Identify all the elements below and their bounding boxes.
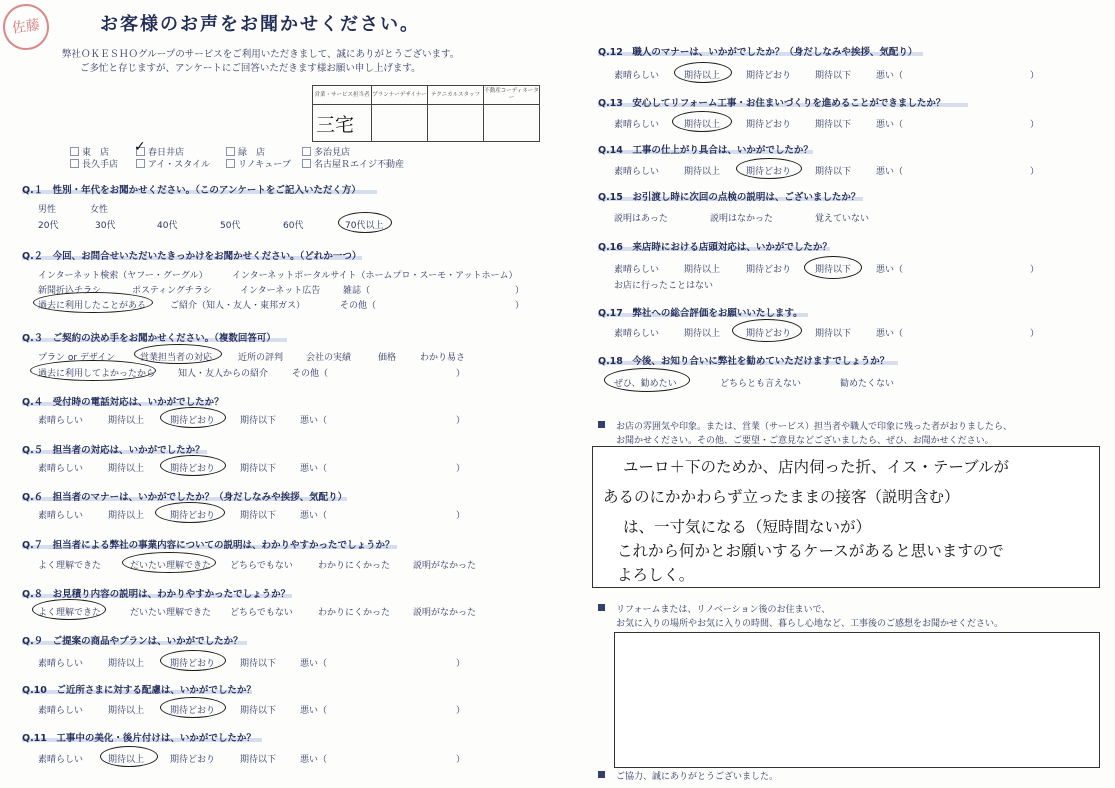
thank-you-footer: ご協力、誠にありがとうございました。	[616, 772, 779, 782]
q5-title: Q.５ 担当者の対応は、いかがでしたか？	[22, 445, 205, 456]
q17-option[interactable]: 期待どおり	[746, 329, 792, 339]
q11-option[interactable]: 素晴らしい	[38, 755, 84, 765]
q8-option[interactable]: だいたい理解できた	[130, 608, 212, 618]
q13-option[interactable]: 期待以上	[684, 120, 721, 130]
q11-paren-close: ）	[456, 755, 466, 765]
answer-circle	[160, 650, 226, 671]
answer-circle	[160, 697, 226, 718]
q3-option[interactable]: 会社の実績	[306, 353, 352, 363]
q16-paren-close: ）	[1030, 265, 1040, 275]
answer-circle	[100, 746, 158, 767]
q2-option[interactable]: 新聞折込チラシ	[38, 286, 102, 296]
q15-option[interactable]: 説明はあった	[614, 214, 668, 224]
q9-option[interactable]: 素晴らしい	[38, 659, 84, 669]
q4-option[interactable]: 期待以上	[108, 416, 145, 426]
intro-line-1: 弊社ＯＫＥＳＨＯグループのサービスをご利用いただきまして、誠にありがとうございます。	[62, 49, 460, 60]
q2-option[interactable]: ポスティングチラシ	[132, 286, 212, 296]
q12-option[interactable]: 素晴らしい	[614, 71, 660, 81]
q2-option[interactable]: インターネット検索（ヤフー・グーグル）	[38, 271, 208, 281]
q8-option[interactable]: わかりにくかった	[318, 608, 391, 618]
q18-option[interactable]: ぜひ、勧めたい	[614, 379, 677, 389]
q11-option[interactable]: 期待以下	[240, 755, 277, 765]
checkbox-icon	[226, 159, 235, 168]
q6-option[interactable]: 素晴らしい	[38, 511, 84, 521]
q12-option[interactable]: 期待どおり	[746, 71, 792, 81]
q10-option[interactable]: 悪い（	[300, 706, 328, 716]
q1-title: Q.１ 性別・年代をお聞かせください。（このアンケートをご記入いただく方）	[22, 185, 361, 196]
q12-paren-close: ）	[1030, 71, 1040, 81]
q6-option[interactable]: 期待以上	[108, 511, 145, 521]
answer-circle	[604, 368, 690, 392]
q7-option[interactable]: よく理解できた	[38, 561, 102, 571]
q15-option[interactable]: 説明はなかった	[710, 214, 774, 224]
answer-circle	[732, 319, 802, 342]
q2-option[interactable]: 雑誌（	[343, 286, 371, 296]
q4-option[interactable]: 悪い（	[300, 416, 328, 426]
q3-option[interactable]: 近所の評判	[238, 353, 284, 363]
q10-paren-close: ）	[456, 706, 466, 716]
answer-circle	[32, 599, 106, 620]
q9-title: Q.９ ご提案の商品やプランは、いかがでしたか？	[22, 636, 243, 647]
q16-title: Q.16 来店時における店頭対応は、いかがでしたか？	[598, 242, 832, 253]
q3-title: Q.３ ご契約の決め手をお聞かせください。（複数回答可）	[22, 333, 276, 344]
q3-option[interactable]: 価格	[378, 353, 397, 363]
checkbox-icon	[136, 159, 145, 168]
answer-circle	[736, 158, 802, 179]
q12-option[interactable]: 期待以上	[684, 71, 721, 81]
staff-header-sales: 営業・サービス担当者	[313, 86, 372, 105]
q18-title: Q.18 今後、お知り合いに弊社を勧めていただけますでしょうか？	[598, 356, 890, 367]
q14-option[interactable]: 期待以上	[684, 167, 721, 177]
q2-option[interactable]: その他（	[340, 301, 377, 311]
q5-option[interactable]: 期待以下	[240, 464, 277, 474]
store-option[interactable]: 多治見店	[302, 145, 350, 158]
answer-circle	[33, 292, 153, 313]
q17-title: Q.17 弊社への総合評価をお願いいたします。	[598, 308, 803, 319]
q8-title: Q.８ お見積り内容の説明は、わかりやすかったでしょうか？	[22, 589, 291, 600]
q7-title: Q.７ 担当者による弊社の事業内容についての説明は、わかりやすかったでしょうか？	[22, 540, 395, 551]
page-title: お客様のお声をお聞かせください。	[100, 14, 420, 35]
staff-header-technical: テクニカルスタッフ	[428, 86, 484, 105]
checkbox-icon	[302, 147, 311, 156]
checkbox-icon	[226, 147, 235, 156]
q4-paren-close: ）	[456, 416, 466, 426]
q5-option[interactable]: 素晴らしい	[38, 464, 84, 474]
q13-option[interactable]: 期待以下	[815, 120, 852, 130]
q10-option[interactable]: 期待どおり	[170, 706, 216, 716]
bullet-square-icon	[598, 421, 605, 428]
q12-option[interactable]: 期待以下	[815, 71, 852, 81]
q9-paren-close: ）	[456, 659, 466, 669]
q3-option[interactable]: 過去に利用してよかったから	[38, 369, 156, 379]
check-mark-icon: ✓	[134, 139, 146, 155]
q1-option[interactable]: 20代	[38, 221, 59, 231]
q17-paren-close: ）	[1030, 329, 1040, 339]
bullet-square-icon	[598, 604, 605, 611]
answer-circle	[134, 344, 222, 364]
q8-option[interactable]: 説明がなかった	[413, 608, 477, 618]
staff-technical-name[interactable]	[428, 105, 484, 142]
comment1-line: は、一寸気になる（短時間ないが）	[623, 518, 872, 536]
store-option[interactable]: 東 店	[70, 145, 109, 158]
staff-sales-name[interactable]: 三宅	[313, 105, 372, 142]
answer-circle	[155, 502, 225, 523]
q14-option[interactable]: 悪い（	[876, 167, 904, 177]
answer-circle	[160, 455, 226, 476]
q10-option[interactable]: 期待以下	[240, 706, 277, 716]
q14-title: Q.14 工事の仕上がり具合は、いかがでしたか？	[598, 145, 813, 156]
q10-option[interactable]: 素晴らしい	[38, 706, 84, 716]
q14-option[interactable]: 期待どおり	[746, 167, 792, 177]
comment2-textbox[interactable]	[614, 632, 1100, 768]
checkbox-icon	[70, 159, 79, 168]
store-option[interactable]: アイ・スタイル	[136, 157, 210, 170]
staff-realestate-name[interactable]	[484, 105, 540, 142]
q3-option[interactable]: 知人・友人からの紹介	[178, 369, 269, 379]
seal-stamp	[0, 1, 52, 53]
q14-paren-close: ）	[1030, 167, 1040, 177]
q8-option[interactable]: どちらでもない	[230, 608, 293, 618]
q17-option[interactable]: 素晴らしい	[614, 329, 660, 339]
answer-circle	[804, 256, 862, 279]
q7-option[interactable]: だいたい理解できた	[130, 561, 212, 571]
q15-option[interactable]: 覚えていない	[815, 214, 870, 224]
store-option[interactable]: 名古屋Ｒエイジ不動産	[302, 157, 404, 170]
q2-option[interactable]: ご紹介（知人・友人・東邦ガス）	[170, 301, 306, 311]
q16-option[interactable]: 悪い（	[876, 265, 904, 275]
comment2-prompt-1: リフォームまたは、リノベーション後のお住まいで、	[616, 605, 831, 615]
q5-option[interactable]: 期待どおり	[170, 464, 216, 474]
q14-option[interactable]: 期待以下	[815, 167, 852, 177]
q1-option[interactable]: 男性	[38, 205, 57, 215]
q3-option[interactable]: その他（	[292, 369, 329, 379]
seal-stamp-text: 佐藤	[11, 17, 41, 37]
q11-option[interactable]: 期待どおり	[170, 755, 216, 765]
staff-header-realestate: 不動産コーディネーター	[484, 86, 540, 105]
q16-option[interactable]: 期待以上	[684, 265, 721, 275]
q9-option[interactable]: 期待どおり	[170, 659, 216, 669]
q12-option[interactable]: 悪い（	[876, 71, 904, 81]
q11-title: Q.11 工事中の美化・後片付けは、いかがでしたか？	[22, 733, 256, 744]
q1-option[interactable]: 50代	[220, 221, 241, 231]
q13-option[interactable]: 期待どおり	[746, 120, 792, 130]
q5-option[interactable]: 悪い（	[300, 464, 328, 474]
q6-option[interactable]: 悪い（	[300, 511, 328, 521]
q11-option[interactable]: 悪い（	[300, 755, 328, 765]
q6-option[interactable]: 期待以下	[240, 511, 277, 521]
q18-option[interactable]: どちらとも言えない	[720, 379, 802, 389]
q9-option[interactable]: 期待以上	[108, 659, 145, 669]
q17-option[interactable]: 期待以下	[815, 329, 852, 339]
q3-paren-close: ）	[456, 369, 466, 379]
q7-option[interactable]: わかりにくかった	[318, 561, 391, 571]
q16-option[interactable]: 素晴らしい	[614, 265, 660, 275]
q14-option[interactable]: 素晴らしい	[614, 167, 660, 177]
q9-option[interactable]: 悪い（	[300, 659, 328, 669]
q2-option[interactable]: インターネット広告	[240, 286, 321, 296]
q6-option[interactable]: 期待どおり	[170, 511, 216, 521]
q13-title: Q.13 安心してリフォーム工事・お住まいづくりを進めることができましたか？	[598, 98, 946, 109]
comment1-line: あるのにかかわらず立ったままの接客（説明含む）	[603, 488, 960, 506]
bullet-square-icon	[598, 771, 605, 778]
answer-circle	[160, 407, 226, 428]
q11-option[interactable]: 期待以上	[108, 755, 145, 765]
answer-circle	[674, 62, 732, 83]
answer-circle	[672, 111, 732, 132]
comment1-prompt-2: お聞かせください。その他、ご要望・ご意見などございましたら、ぜひ、お聞かせください。	[616, 436, 994, 446]
q2-option[interactable]: 過去に利用したことがある	[38, 301, 147, 311]
answer-circle	[30, 360, 156, 381]
q16-option[interactable]: 期待以下	[815, 265, 852, 275]
staff-header-planner: プランナーデザイナー	[372, 86, 428, 105]
q7-option[interactable]: 説明がなかった	[413, 561, 477, 571]
q1-option[interactable]: 40代	[157, 221, 178, 231]
q6-title: Q.６ 担当者のマナーは、いかがでしたか？（身だしなみや挨拶、気配り）	[22, 492, 348, 503]
answer-circle	[338, 212, 392, 233]
comment1-line: よろしく。	[617, 566, 695, 584]
q16-option[interactable]: 期待どおり	[746, 265, 792, 275]
q13-option[interactable]: 素晴らしい	[614, 120, 660, 130]
q4-option[interactable]: 期待以下	[240, 416, 277, 426]
q18-option[interactable]: 勧めたくない	[840, 379, 895, 389]
q4-option[interactable]: 素晴らしい	[38, 416, 84, 426]
q2-paren-close: ）	[515, 286, 525, 296]
q3-option[interactable]: わかり易さ	[420, 353, 466, 363]
q13-option[interactable]: 悪い（	[876, 120, 904, 130]
intro-line-2: ご多忙と存じますが、アンケートにご回答いただきます様お願い申し上げます。	[80, 63, 421, 74]
checkbox-icon	[70, 147, 79, 156]
comment1-line: これから何かとお願いするケースがあると思いますので	[617, 542, 1004, 560]
staff-planner-name[interactable]	[372, 105, 428, 142]
q6-paren-close: ）	[456, 511, 466, 521]
store-option[interactable]: 緑 店	[226, 145, 265, 158]
q15-title: Q.15 お引渡し時に次回の点検の説明は、ございましたか？	[598, 192, 861, 203]
q3-option[interactable]: プラン or デザイン	[38, 353, 116, 363]
q13-paren-close: ）	[1030, 120, 1040, 130]
q1-option[interactable]: 60代	[283, 221, 304, 231]
q16-option[interactable]: お店に行ったことはない	[614, 281, 714, 291]
staff-table	[312, 85, 540, 142]
comment2-prompt-2: お気に入りの場所やお気に入りの時間、暮らし心地など、工事後のご感想をお聞かせください。	[616, 619, 1004, 629]
q12-title: Q.12 職人のマナーは、いかがでしたか？（身だしなみや挨拶、気配り）	[598, 47, 918, 58]
store-option[interactable]: 長久手店	[70, 157, 118, 170]
store-option[interactable]: 春日井店	[136, 145, 184, 158]
q17-option[interactable]: 期待以上	[684, 329, 721, 339]
q10-option[interactable]: 期待以上	[108, 706, 145, 716]
q9-option[interactable]: 期待以下	[240, 659, 277, 669]
q2-paren-close: ）	[515, 301, 525, 311]
answer-circle	[122, 552, 216, 573]
q8-option[interactable]: よく理解できた	[38, 608, 102, 618]
q7-option[interactable]: どちらでもない	[230, 561, 293, 571]
q10-title: Q.10 ご近所さまに対する配慮は、いかがでしたか？	[22, 685, 256, 696]
q1-option[interactable]: 女性	[90, 205, 109, 215]
q2-title: Q.２ 今回、お問合せいただいたきっかけをお聞かせください。（どれか一つ）	[22, 251, 362, 262]
q1-option[interactable]: 30代	[95, 221, 116, 231]
q17-option[interactable]: 悪い（	[876, 329, 904, 339]
q5-paren-close: ）	[456, 464, 466, 474]
q5-option[interactable]: 期待以上	[108, 464, 145, 474]
q1-option[interactable]: 70代以上	[345, 221, 384, 231]
comment1-textbox[interactable]	[592, 446, 1100, 588]
q3-option[interactable]: 営業担当者の対応	[140, 353, 213, 363]
q4-option[interactable]: 期待どおり	[170, 416, 216, 426]
q4-title: Q.４ 受付時の電話対応は、いかがでしたか？	[22, 397, 224, 408]
checkbox-icon	[302, 159, 311, 168]
store-option[interactable]: リノキューブ	[226, 157, 291, 170]
comment1-prompt-1: お店の雰囲気や印象。または、営業（サービス）担当者や職人で印象に残った者がおりましたら、	[616, 422, 1013, 432]
comment1-line: ユーロ＋下のためか、店内伺った折、イス・テーブルが	[623, 458, 1009, 476]
q2-option[interactable]: インターネットポータルサイト（ホームプロ・スーモ・アットホーム）	[232, 271, 518, 281]
